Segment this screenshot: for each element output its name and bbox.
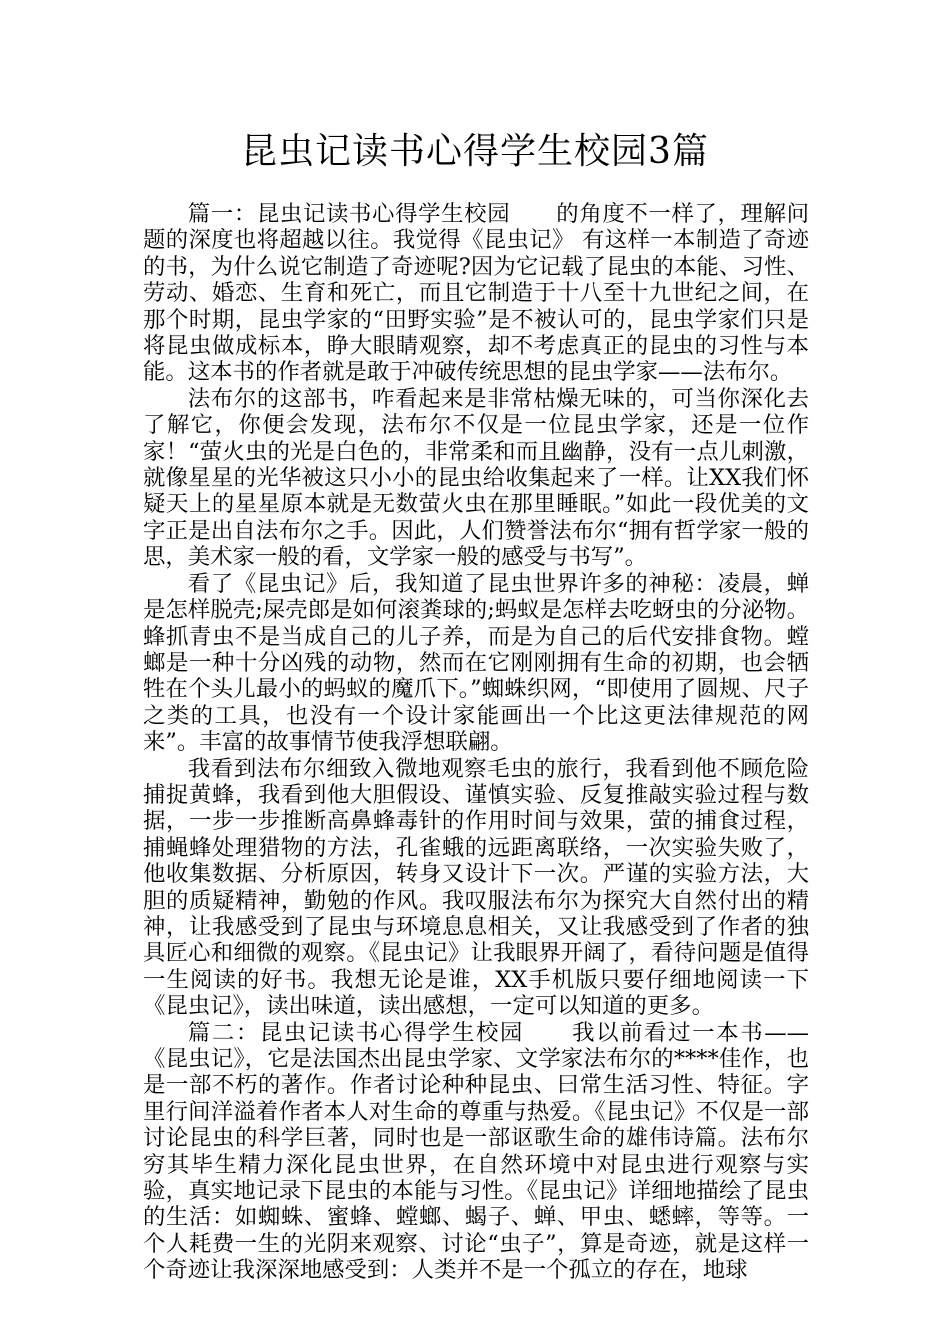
- paragraph: 篇二：昆虫记读书心得学生校园 我以前看过一本书——《昆虫记》，它是法国杰出昆虫学家、文学家法布尔的****佳作，也是一部不朽的著作。作者讨论种种昆虫、曰常生活习性、特征。字里行间洋溢着作者本人对生命的尊重与热爱。《昆虫记》不仅是一部讨论昆虫的科学巨著，同时也是一部讴歌生命的雄伟诗篇。法布尔穷其毕生精力深化昆虫世界，在自然环境中对昆虫进行观察与实验，真实地记录下昆虫的本能与习性。《昆虫记》详细地描绘了昆虫的生活：如蜘蛛、蜜蜂、螳螂、蝎子、蝉、甲虫、蟋蟀，等等。一个人耗费一生的光阴来观察、讨论“虫子”，算是奇迹，就是这样一个奇迹让我深深地感受到：人类并不是一个孤立的存在，地球: [143, 1019, 809, 1284]
- document-title: 昆虫记读书心得学生校园3篇: [241, 131, 709, 172]
- document-body: [143, 201, 809, 1284]
- paragraph: 我看到法布尔细致入微地观察毛虫的旅行，我看到他不顾危险捕捉黄蜂，我看到他大胆假设、谨慎实验、反复推敲实验过程与数据，一步一步推断高鼻蜂毒针的作用时间与效果，萤的捕食过程，捕蝇蜂处理猎物的方法，孔雀蛾的远距离联络，一次实验失败了，他收集数据、分析原因，转身又设计下一次。严谨的实验方法，大胆的质疑精神，勤勉的作风。我叹服法布尔为探究大自然付出的精神，让我感受到了昆虫与环境息息相关，又让我感受到了作者的独具匠心和细微的观察。《昆虫记》让我眼界开阔了，看待问题是值得一生阅读的好书。我想无论是谁，XX手机版只要仔细地阅读一下《昆虫记》，读出味道，读出感想，一定可以知道的更多。: [143, 755, 809, 1020]
- paragraph: 篇一：昆虫记读书心得学生校园 的角度不一样了，理解问题的深度也将超越以往。我觉得《昆虫记》 有这样一本制造了奇迹的书，为什么说它制造了奇迹呢?因为它记载了昆虫的本能、习性、劳动、婚恋、生育和死亡，而且它制造于十八至十九世纪之间，在那个时期，昆虫学家的“田野实验”是不被认可的，昆虫学家们只是将昆虫做成标本，睁大眼睛观察，却不考虑真正的昆虫的习性与本能。这本书的作者就是敢于冲破传统思想的昆虫学家——法布尔。: [143, 201, 809, 386]
- paragraph: 看了《昆虫记》后，我知道了昆虫世界许多的神秘：凌晨，蝉是怎样脱壳;屎壳郎是如何滚粪球的;蚂蚁是怎样去吃蚜虫的分泌物。蜂抓青虫不是当成自己的儿子养，而是为自己的后代安排食物。螳螂是一种十分凶残的动物，然而在它刚刚拥有生命的初期，也会牺牲在个头儿最小的蚂蚁的魔爪下。”蜘蛛织网，“即使用了圆规、尺子之类的工具，也没有一个设计家能画出一个比这更法律规范的网来”。丰富的故事情节使我浮想联翩。: [143, 570, 809, 756]
- paragraph: 法布尔的这部书，咋看起来是非常枯燥无味的，可当你深化去了解它，你便会发现，法布尔不仅是一位昆虫学家，还是一位作家！“萤火虫的光是白色的，非常柔和而且幽静，没有一点儿刺激，就像星星的光华被这只小小的昆虫给收集起来了一样。让XX我们怀疑天上的星星原本就是无数萤火虫在那里睡眠。”如此一段优美的文字正是出自法布尔之手。因此，人们赞誉法布尔“拥有哲学家一般的思，美术家一般的看，文学家一般的感受与书写”。: [143, 385, 809, 571]
